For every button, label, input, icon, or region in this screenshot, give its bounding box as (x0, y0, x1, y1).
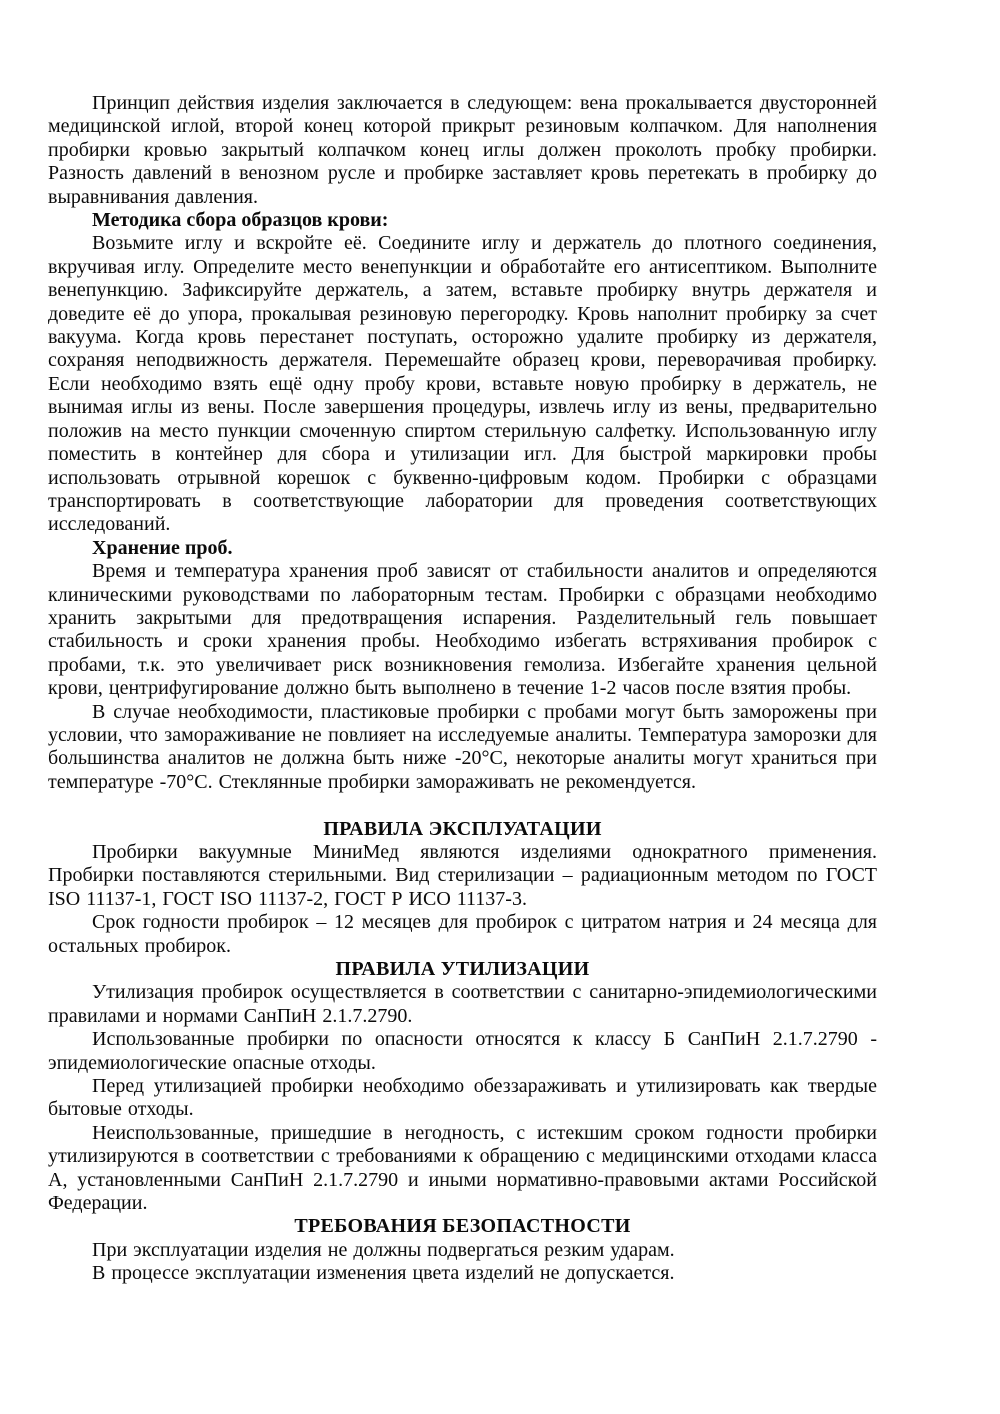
paragraph-blood-sampling-procedure: Возьмите иглу и вскройте её. Соедините иглу и держатель до плотного соединения, вкручивая иглу. Определите место венепункции и обработайте его антисептиком. Выполните венепункцию. Зафиксируйте держатель, а затем, вставьте пробирку внутрь держателя и доведите её до упора, прокалывая резиновую перегородку. Кровь наполнит пробирку за счет вакуума. Когда кровь перестанет поступать, осторожно удалите пробирку из держателя, сохраняя неподвижность держателя. Перемешайте образец крови, переворачивая пробирку. Если необходимо взять ещё одну пробу крови, вставьте новую пробирку в держатель, не вынимая иглы из вены. После завершения процедуры, извлечь иглу из вены, предварительно положив на место пункции смоченную спиртом стерильную салфетку. Использованную иглу поместить в контейнер для сбора и утилизации игл. Для быстрой маркировки пробы использовать отрывной корешок с буквенно-цифровым кодом. Пробирки с образцами транспортировать в соответствующие лаборатории для проведения соответствующих исследований. (48, 232, 877, 536)
section-heading-operation-rules: ПРАВИЛА ЭКСПЛУАТАЦИИ (323, 817, 602, 840)
paragraph-operating-principle: Принцип действия изделия заключается в следующем: вена прокалывается двусторонней медицинской иглой, второй конец которой прикрыт резиновым колпачком. Для наполнения пробирки кровью закрытый колпачком конец иглы должен проколоть пробку пробирки. Разность давлений в венозном русле и пробирке заставляет кровь перетекать в пробирку до выравнивания давления. (48, 92, 877, 208)
paragraph-no-color-change: В процессе эксплуатации изменения цвета изделий не допускается. (92, 1262, 675, 1285)
section-heading-disposal-rules: ПРАВИЛА УТИЛИЗАЦИИ (335, 958, 590, 981)
paragraph-single-use-sterilization: Пробирки вакуумные МиниМед являются изделиями однократного применения. Пробирки поставляются стерильными. Вид стерилизации – радиационным методом по ГОСТ ISO 11137-1, ГОСТ ISO 11137-2, ГОСТ Р ИСО 11137-3. (48, 840, 877, 910)
paragraph-shelf-life: Срок годности пробирок – 12 месяцев для пробирок с цитратом натрия и 24 месяца для остальных пробирок. (48, 911, 877, 957)
paragraph-disposal-sanpin: Утилизация пробирок осуществляется в соответствии с санитарно-эпидемиологическими правилами и нормами СанПиН 2.1.7.2790. (48, 981, 877, 1027)
paragraph-class-b-waste: Использованные пробирки по опасности относятся к классу Б СанПиН 2.1.7.2790 - эпидемиологические опасные отходы. (48, 1028, 877, 1074)
section-heading-safety-requirements: ТРЕБОВАНИЯ БЕЗОПАСТНОСТИ (294, 1215, 631, 1238)
paragraph-no-sharp-impacts: При эксплуатации изделия не должны подвергаться резким ударам. (92, 1238, 675, 1261)
paragraph-disinfection-before-disposal: Перед утилизацией пробирки необходимо обеззараживать и утилизировать как твердые бытовые отходы. (48, 1075, 877, 1121)
subheading-blood-sampling-method: Методика сбора образцов крови: (92, 209, 389, 232)
document-text-block (48, 92, 877, 1286)
paragraph-storage-conditions: Время и температура хранения проб зависят от стабильности аналитов и определяются клиническими руководствами по лабораторным тестам. Пробирки с образцами необходимо хранить закрытыми для предотвращения испарения. Разделительный гель повышает стабильность и сроки хранения пробы. Необходимо избегать встряхивания пробирок с пробами, т.к. это увеличивает риск возникновения гемолиза. Избегайте хранения цельной крови, центрифугирование должно быть выполнено в течение 1-2 часов после взятия пробы. (48, 560, 877, 700)
blank-line (48, 794, 877, 817)
subheading-sample-storage: Хранение проб. (92, 536, 233, 559)
paragraph-freezing-conditions: В случае необходимости, пластиковые пробирки с пробами могут быть заморожены при условии, что замораживание не повлияет на исследуемые аналиты. Температура заморозки для большинства аналитов не должна быть ниже -20°С, некоторые аналиты могут храниться при температуре -70°С. Стеклянные пробирки замораживать не рекомендуется. (48, 700, 877, 793)
paragraph-unused-tubes-disposal: Неиспользованные, пришедшие в негодность, с истекшим сроком годности пробирки утилизируются в соответствии с требованиями к обращению с медицинскими отходами класса А, установленными СанПиН 2.1.7.2790 и иными нормативно-правовыми актами Российской Федерации. (48, 1121, 877, 1215)
